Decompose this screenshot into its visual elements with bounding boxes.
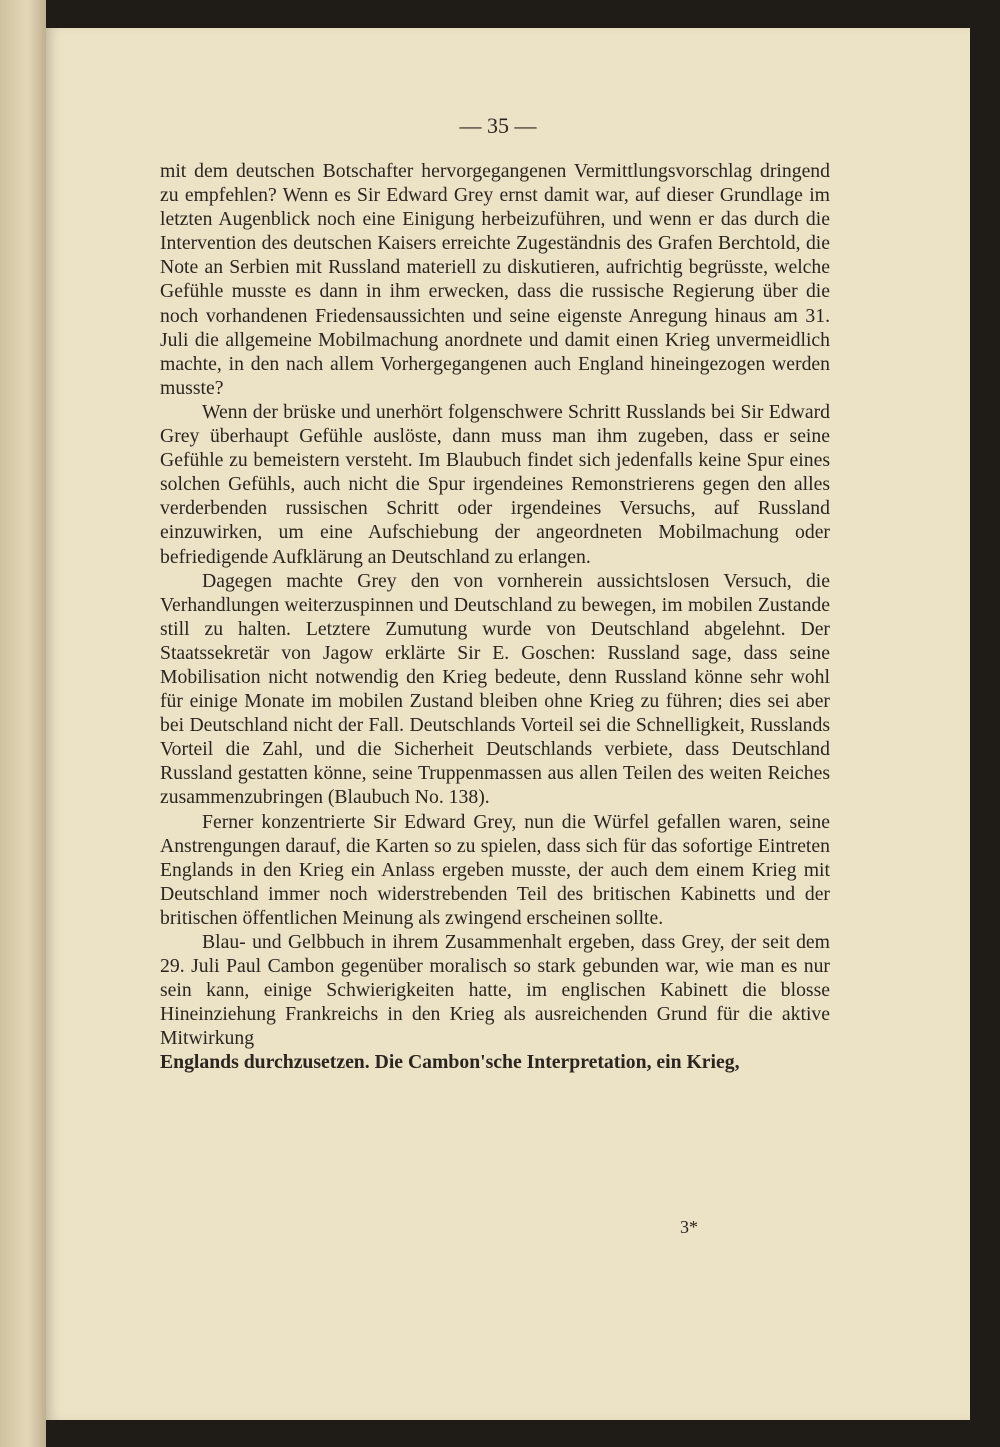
signature-mark: 3* [680, 1217, 698, 1237]
body-text [160, 159, 830, 1075]
paragraph-continued: mit dem deutschen Botschafter hervorgegangenen Vermittlungsvorschlag dringend zu empfehlen? Wenn es Sir Edward Grey ernst damit war, auf dieser Grundlage im letzten Augenblick noch eine Einigung herbeizuführen, und wenn er das durch die Intervention des deutschen Kaisers erreichte Zugeständnis des Grafen Berchtold, die Note an Serbien mit Russland materiell zu diskutieren, aufrichtig begrüsste, welche Gefühle musste es dann in ihm erwecken, dass die russische Regierung über die noch vorhandenen Friedensaussichten und seine eigenste Anregung hinaus am 31. Juli die allgemeine Mobilmachung anordnete und damit einen Krieg unvermeidlich machte, in den nach allem Vorhergegangenen auch England hineingezogen werden musste? [160, 160, 830, 399]
paragraph-last-line: Englands durchzusetzen. Die Cambon'sche Interpretation, ein Krieg, [160, 1051, 740, 1074]
paragraph: Dagegen machte Grey den von vornherein aussichtslosen Versuch, die Verhandlungen weiterzuspinnen und Deutschland zu bewegen, im mobilen Zustande still zu halten. Letztere Zumutung wurde von Deutschland abgelehnt. Der Staatssekretär von Jagow erklärte Sir E. Goschen: Russland sage, dass seine Mobilisation nicht notwendig den Krieg bedeute, denn Russland könne sehr wohl für einige Monate im mobilen Zustand bleiben ohne Krieg zu führen; dies sei aber bei Deutschland nicht der Fall. Deutschlands Vorteil sei die Schnelligkeit, Russlands Vorteil die Zahl, und die Sicherheit Deutschlands verbiete, dass Deutschland Russland gestatten könne, seine Truppenmassen aus allen Teilen des weiten Reiches zusammenzubringen (Blaubuch No. 138). [160, 569, 830, 809]
page-number: — 35 — [459, 113, 537, 138]
paragraph: Ferner konzentrierte Sir Edward Grey, nun die Würfel gefallen waren, seine Anstrengungen darauf, die Karten so zu spielen, dass sich für das sofortige Eintreten Englands in den Krieg ein Anlass ergeben musste, der auch dem einem Krieg mit Deutschland immer noch widerstrebenden Teil des britischen Kabinetts und der britischen öffentlichen Meinung als zwingend erscheinen sollte. [160, 810, 830, 929]
paragraph: Wenn der brüske und unerhört folgenschwere Schritt Russlands bei Sir Edward Grey überhaupt Gefühle auslöste, dann muss man ihm zugeben, dass er seine Gefühle zu bemeistern versteht. Im Blaubuch findet sich jedenfalls keine Spur eines solchen Gefühls, auch nicht die Spur irgendeines Remonstrierens gegen den alles verderbenden russischen Schritt oder irgendeines Versuchs, auf Russland einzuwirken, um eine Aufschiebung der angeordneten Mobilmachung oder befriedigende Aufklärung an Deutschland zu erlangen. [160, 400, 830, 568]
book-page [46, 28, 970, 1420]
book-spine [0, 0, 46, 1447]
paragraph: Blau- und Gelbbuch in ihrem Zusammenhalt ergeben, dass Grey, der seit dem 29. Juli Paul Cambon gegenüber moralisch so stark gebunden war, wie man es nur sein kann, einige Schwierigkeiten hatte, im englischen Kabinett die blosse Hineinziehung Frankreichs in den Krieg als ausreichenden Grund für die aktive Mitwirkung [160, 931, 830, 1050]
